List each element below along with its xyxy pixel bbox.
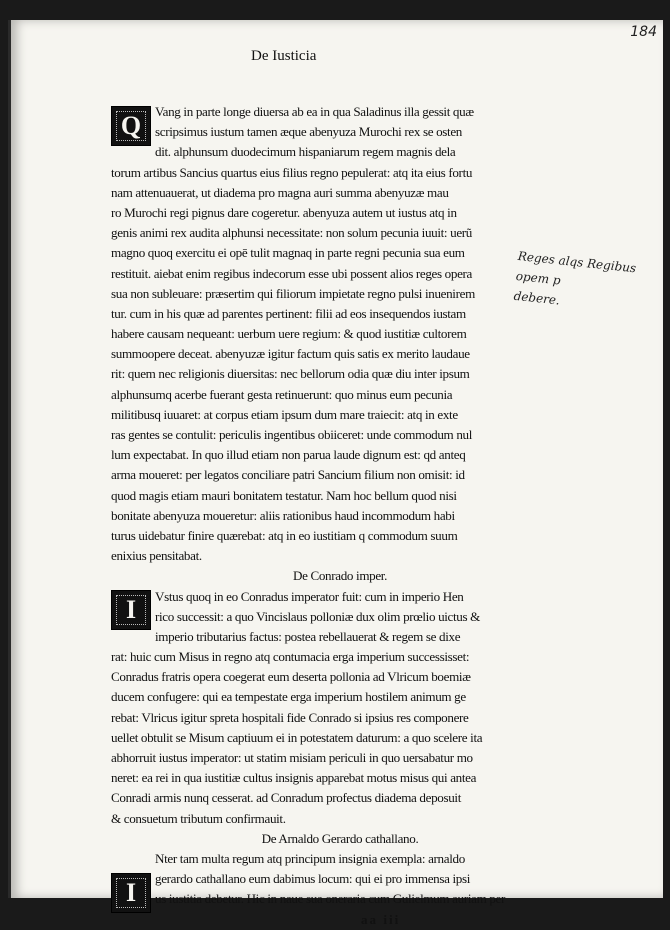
text-line: rat: huic cum Misus in regno atq contumacia erga imperium successisset: [111, 649, 470, 665]
text-line: scripsimus iustum tamen æque abenyuza Murochi rex se osten [155, 124, 462, 140]
text-line: lum expectabat. In quo illud etiam non parua laude dignum est: qd anteq [111, 447, 466, 463]
text-line: ro Murochi regi pignus dare cogeretur. abenyuza autem ut iustus atq in [111, 204, 457, 220]
text-line: genis animi rex audita alphunsi necessitate: non solum pecunia iuuit: uerũ [111, 225, 472, 241]
handwritten-margin-note [513, 246, 668, 321]
text-line: Conradus fratris opera coegerat eum deserta pollonia ad Vlricum boemiæ [111, 669, 471, 685]
text-line: dit. alphunsum duodecimum hispaniarum regem magnis dela [155, 144, 456, 160]
text-line: neret: ea rei in qua iustitiæ cultus insignis apparebat motus misus qui antea [111, 770, 477, 786]
decorated-initial: Q [111, 106, 151, 146]
section-heading: De Arnaldo Gerardo cathallano. [261, 830, 419, 846]
folio-number: 184 [630, 24, 657, 40]
text-line: torum artibus Sancius quartus eius filius regno pepulerat: atq ita eius fortu [111, 164, 473, 180]
text-line: uellet obtulit se Misum captiuum ei in potestatem daturum: a quo scelere ita [111, 729, 483, 745]
margin-note-line: Reges alqs Regibus opem p [515, 248, 637, 288]
text-line: restituit. aiebat enim regibus indecorum esse ubi possent alios reges opera [111, 265, 473, 281]
text-line: Nter tam multa regum atq principum insignia exempla: arnaldo [155, 850, 465, 866]
text-line: rebat: Vlricus igitur spreta hospitali fide Conrado si ipsius res componere [111, 709, 469, 725]
text-line: ras gentes se contulit: periculis ingentibus obiiceret: unde commodum nul [111, 427, 472, 442]
section-heading: De Conrado imper. [292, 568, 388, 584]
text-line: & consuetum tributum confirmauit. [111, 810, 286, 826]
text-line: abhorruit iustus imperator: ut statim misiam periculi in quo uersabatur mo [111, 750, 473, 765]
body-text [111, 102, 529, 930]
text-line: rico successit: a quo Vincislaus polloniæ dux olim prœlio uictus & [155, 608, 481, 624]
text-line: magno quoq exercitu ei opē tulit magnaq in parte regni pecunia sua eum [111, 245, 465, 261]
text-line: summoopere deceat. abenyuzæ igitur factum quis satis ex merito laudaue [111, 346, 470, 362]
text-line: bonitate abenyuza moueretur: aliis rationibus haud incommodum habi [111, 507, 455, 523]
text-line: us iustitia debetur. Hic in naue sua oneraria cum Gulielmum auriam per [155, 891, 506, 907]
text-line: Conradi armis nunq cesserat. ad Conradum profectus diadema deposuit [111, 790, 461, 806]
text-line: enixius pensitabat. [111, 548, 202, 564]
margin-note-line: debere. [513, 288, 561, 308]
text-line: habere causam nequeant: uerbum uere regium: & quod iustitiæ cultorem [111, 326, 467, 342]
text-line: sua non subleuare: præsertim qui filiorum impietate regno pulsi inuenirem [111, 285, 475, 301]
text-line: alphunsumq acerbe fuerant gesta retinuerunt: quo minus eum pecunia [111, 386, 453, 402]
text-line: ducem confugere: qui ea tempestate erga imperium hostilem animum ge [111, 689, 466, 705]
decorated-initial: I [111, 590, 151, 630]
text-line: rit: quem nec religionis diuersitas: nec bellorum odia quæ diu inter ipsum [111, 366, 470, 382]
text-line: imperio tributarius factus: postea rebellauerat & regem se dixe [155, 628, 461, 644]
text-line: quod magis etiam mauri bonitatem testatur. Nam hoc bellum quod nisi [111, 487, 457, 503]
text-line: turus uidebatur finire quærebat: atq in eo iustitiam q commodum suum [111, 527, 458, 543]
text-line: tur. cum in his quæ ad parentes pertinent: filii ad eos insequendos iustam [111, 305, 466, 321]
text-line: arma moueret: per legatos conciliare patri Sancium filium non omisit: id [111, 467, 465, 483]
text-line: Vang in parte longe diuersa ab ea in qua Saladinus illa gessit quæ [155, 104, 474, 119]
signature-mark: aa iii [361, 911, 401, 927]
text-line: gerardo cathallano eum dabimus locum: qui ei pro immensa ipsi [155, 871, 471, 887]
text-line: Vstus quoq in eo Conradus imperator fuit: cum in imperio Hen [155, 588, 464, 604]
text-line: militibusq iuuaret: at corpus etiam ipsum dum mare traiecit: atq in exte [111, 406, 458, 422]
text-line: nam attenuauerat, ut diadema pro magna auri summa abenyuzæ mau [111, 184, 449, 200]
running-head: De Iusticia [251, 48, 317, 64]
book-page [8, 20, 663, 927]
decorated-initial: I [111, 873, 151, 913]
